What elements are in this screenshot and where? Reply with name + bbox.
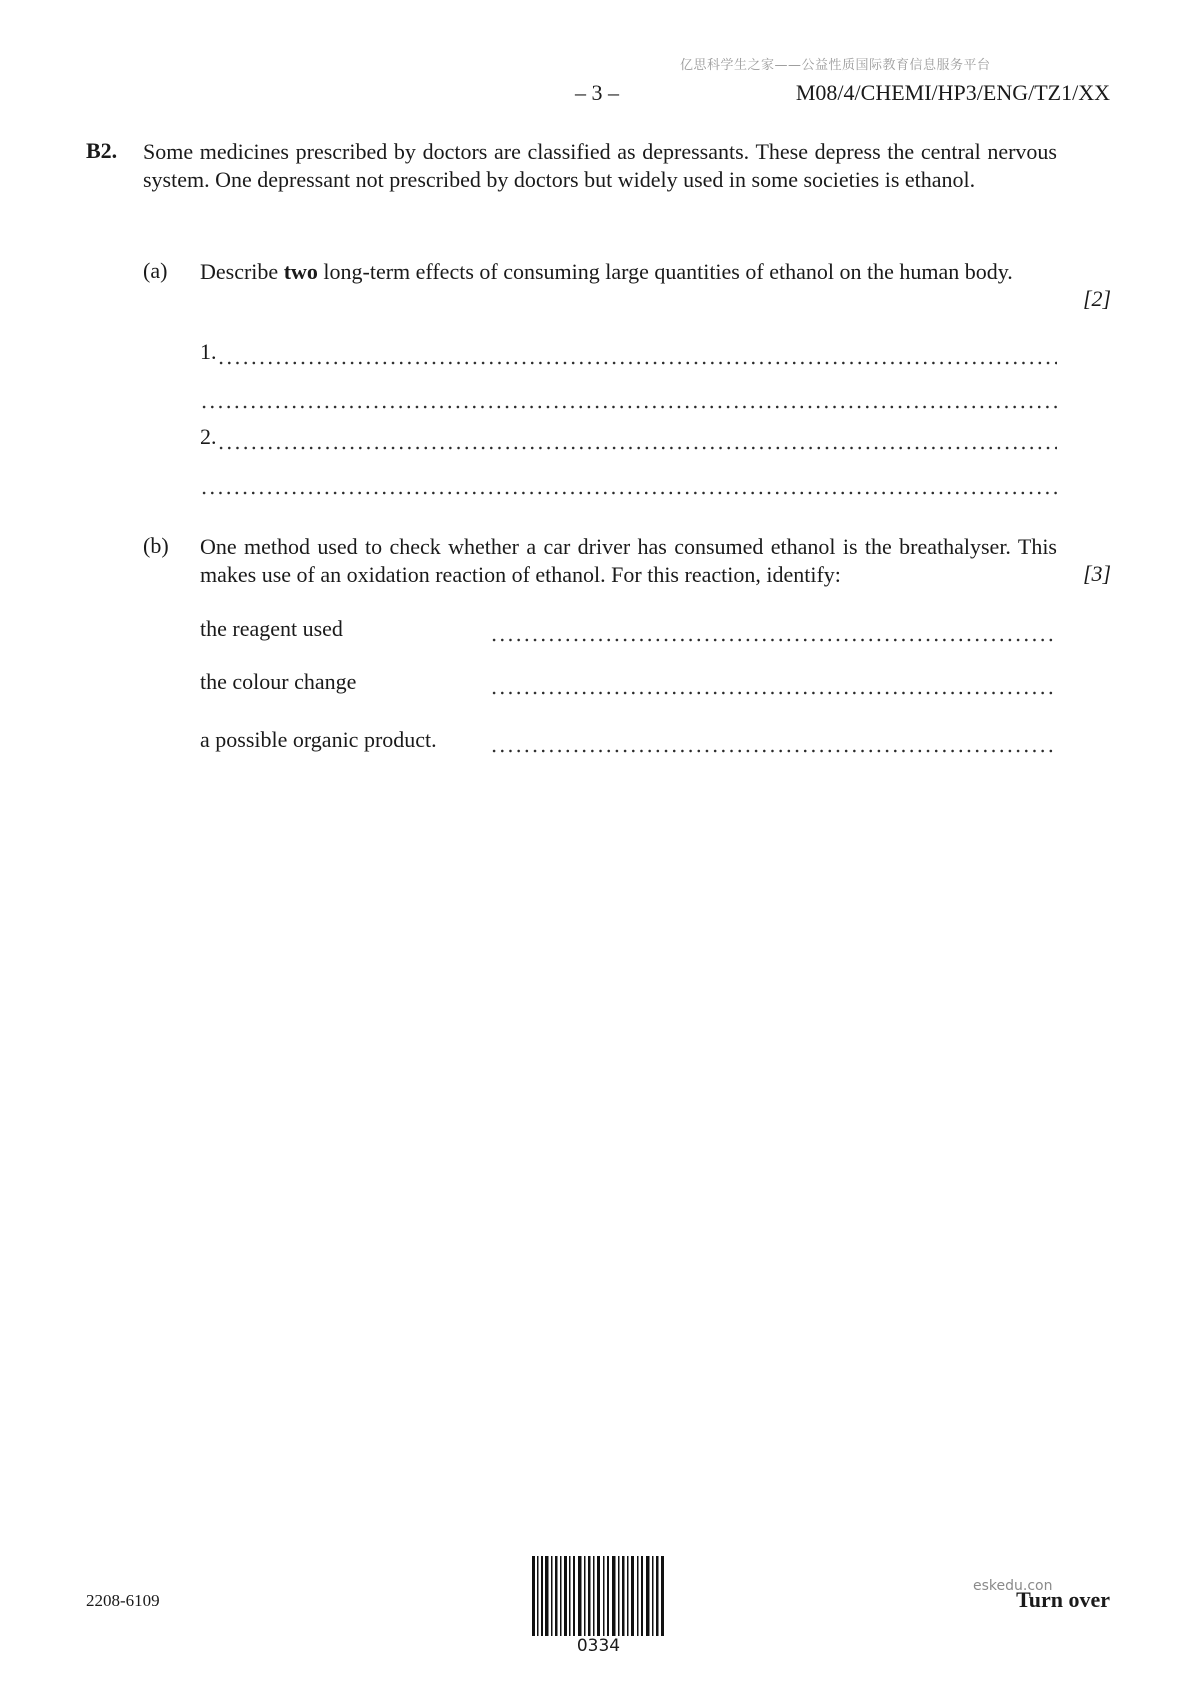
answer-line-1[interactable]	[200, 338, 1057, 366]
answer-line-1-continued[interactable]	[200, 382, 1057, 410]
part-b-text: One method used to check whether a car driver has consumed ethanol is the breathalyser. This makes use of an oxidation reaction of ethanol. For this reaction, identify:	[200, 534, 1057, 587]
barcode-number: 0334	[576, 1636, 621, 1656]
part-b-marks: [3]	[1083, 561, 1112, 586]
part-a-text-before: Describe	[200, 259, 284, 284]
question-intro: Some medicines prescribed by doctors are classified as depressants. These depress the central nervous system. One depressant not prescribed by doctors but widely used in some societies is ethanol.	[143, 139, 1057, 192]
part-a-marks: [2]	[1083, 286, 1112, 311]
dotted-line	[217, 338, 1058, 366]
answer-line-2-continued[interactable]	[200, 468, 1057, 496]
part-a-text-bold: two	[283, 259, 318, 284]
dotted-line	[490, 726, 1057, 754]
dotted-line	[200, 382, 1057, 410]
bottom-watermark: eskedu.con	[973, 1578, 1053, 1594]
answer-number-2: 2.	[200, 424, 217, 449]
top-watermark: 亿思科学生之家——公益性质国际教育信息服务平台	[680, 58, 991, 73]
part-a-label: (a)	[143, 258, 168, 283]
question-number: B2.	[86, 138, 118, 163]
dotted-line	[490, 668, 1057, 696]
turn-over-label: Turn over	[1016, 1587, 1110, 1612]
dotted-line	[200, 468, 1057, 496]
answer-number-1: 1.	[200, 339, 217, 364]
barcode-icon	[532, 1556, 665, 1636]
part-a-text	[200, 258, 1057, 286]
part-a-text-after: long-term effects of consuming large quantities of ethanol on the human body.	[317, 259, 1013, 284]
colour-change-label: the colour change	[200, 669, 357, 694]
colour-change-answer-row[interactable]	[200, 668, 1057, 696]
paper-code: M08/4/CHEMI/HP3/ENG/TZ1/XX	[795, 80, 1110, 105]
dotted-line	[490, 615, 1057, 643]
reagent-label: the reagent used	[200, 616, 343, 641]
reagent-answer-row[interactable]	[200, 615, 1057, 643]
footer-code: 2208-6109	[86, 1591, 160, 1610]
organic-product-label: a possible organic product.	[200, 727, 437, 752]
organic-product-answer-row[interactable]	[200, 726, 1057, 754]
answer-line-2[interactable]	[200, 423, 1057, 451]
dotted-line	[217, 423, 1058, 451]
part-b-label: (b)	[143, 533, 169, 558]
page-number: – 3 –	[575, 80, 619, 105]
